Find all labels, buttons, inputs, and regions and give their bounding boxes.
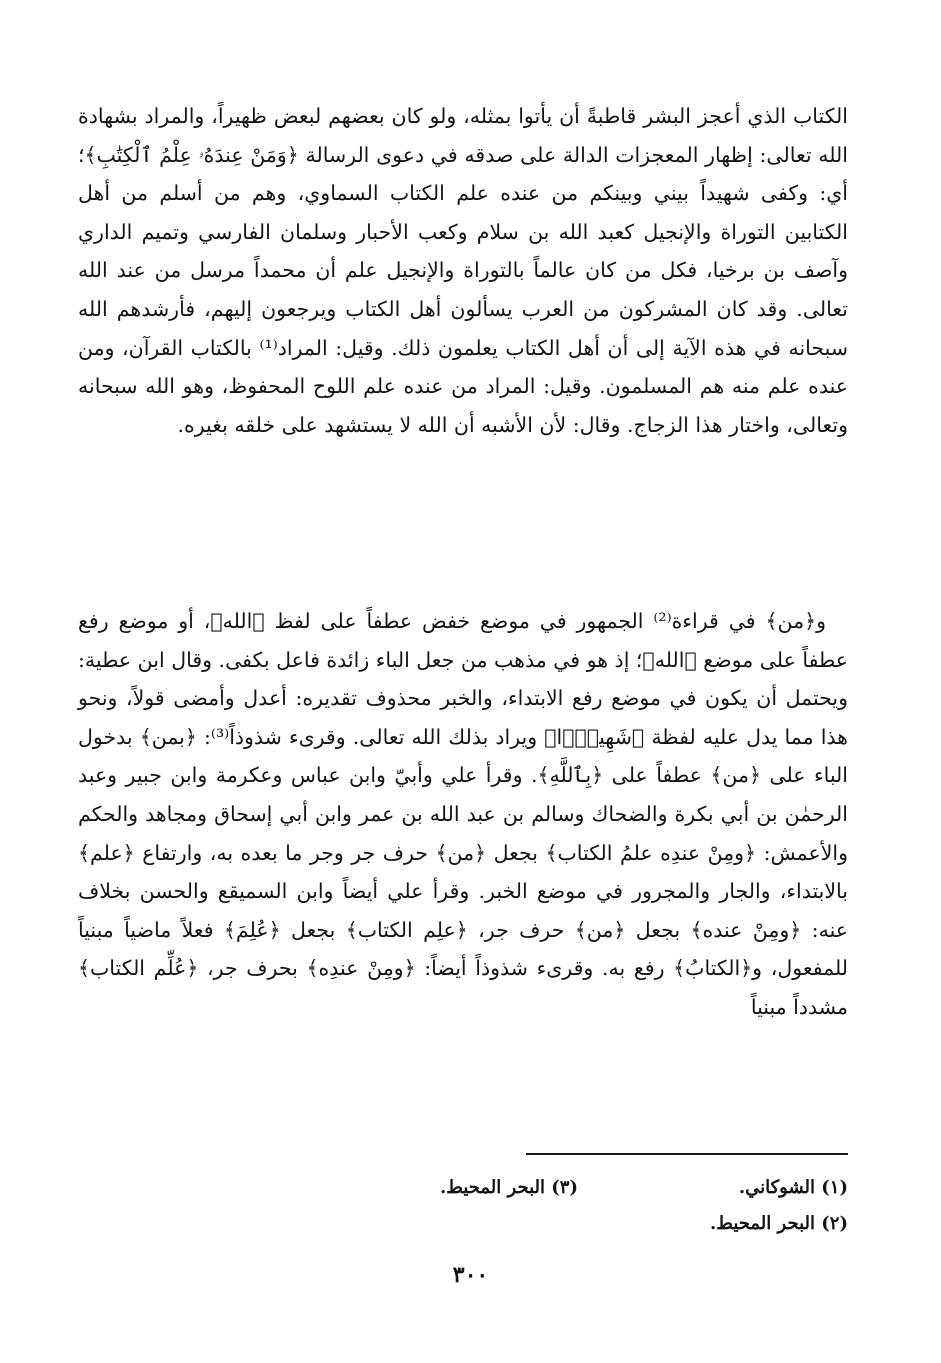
footnote-row-1	[78, 1170, 848, 1206]
footnote-row-2	[78, 1206, 848, 1242]
footnotes	[78, 1170, 848, 1242]
main-text-block-2	[78, 602, 848, 1027]
footnote-separator	[526, 1153, 848, 1155]
page-number: ٣٠٠	[452, 1262, 489, 1288]
main-text-block-1	[78, 97, 848, 444]
footnote-2: (٢) البحر المحيط.	[709, 1213, 848, 1234]
paragraph-2: و﴿من﴾ في قراءة⁽²⁾ الجمهور في موضع خفض عطفاً على لفظ ﴿الله﴾، أو موضع رفع عطفاً على موضع ﴿الله﴾؛ إذ هو في مذهب من جعل الباء زائدة فاعل بكفى. وقال ابن عطية: ويحتمل أن يكون في موضع رفع الابتداء، والخبر محذوف تقديره: أعدل وأمضى قولاً، ونحو هذا مما يدل عليه لفظة ﴿شَهِيدًۢا﴾ ويراد بذلك الله تعالى. وقرىء شذوذاً⁽³⁾: ﴿بمن﴾ بدخول الباء على ﴿من﴾ عطفاً على ﴿بِٱللَّهِ﴾. وقرأ علي وأبيّ وابن عباس وعكرمة وابن جبير وعبد الرحمٰن بن أبي بكرة والضحاك وسالم بن عبد الله بن عمر وابن أبي إسحاق ومجاهد والحكم والأعمش: ﴿ومِنْ عندِه علمُ الكتاب﴾ بجعل ﴿من﴾ حرف جر وجر ما بعده به، وارتفاع ﴿علم﴾ بالابتداء، والجار والمجرور في موضع الخبر. وقرأ علي أيضاً وابن السميقع والحسن بخلاف عنه: ﴿ومِنْ عنده﴾ بجعل ﴿من﴾ حرف جر، ﴿علِم الكتاب﴾ بجعل ﴿عُلِمَ﴾ فعلاً ماضياً مبنياً للمفعول، و﴿الكتابُ﴾ رفع به. وقرىء شذوذاً أيضاً: ﴿ومِنْ عندِه﴾ بحرف جر، ﴿عُلِّم الكتاب﴾ مشدداً مبنياً	[78, 609, 848, 1019]
footnote-3: (٣) البحر المحيط.	[439, 1177, 578, 1198]
footnote-1: (١) الشوكاني.	[738, 1177, 848, 1198]
paragraph-1: الكتاب الذي أعجز البشر قاطبةً أن يأتوا بمثله، ولو كان بعضهم لبعض ظهيراً، والمراد بشهادة الله تعالى: إظهار المعجزات الدالة على صدقه في دعوى الرسالة ﴿وَمَنْ عِندَهُۥ عِلْمُ ٱلْكِتَٰبِ﴾؛ أي: وكفى شهيداً بيني وبينكم من عنده علم الكتاب السماوي، وهم من أسلم من أهل الكتابين التوراة والإنجيل كعبد الله بن سلام وكعب الأحبار وسلمان الفارسي وتميم الداري وآصف بن برخيا، فكل من كان عالماً بالتوراة والإنجيل علم أن محمداً مرسل من عند الله تعالى. وقد كان المشركون من العرب يسألون أهل الكتاب ويرجعون إليهم، فأرشدهم الله سبحانه في هذه الآية إلى أن أهل الكتاب يعلمون ذلك. وقيل: المراد⁽¹⁾ بالكتاب القرآن، ومن عنده علم منه هم المسلمون. وقيل: المراد من عنده علم اللوح المحفوظ، وهو الله سبحانه وتعالى، واختار هذا الزجاج. وقال: لأن الأشبه أن الله لا يستشهد على خلقه بغيره.	[78, 104, 848, 437]
